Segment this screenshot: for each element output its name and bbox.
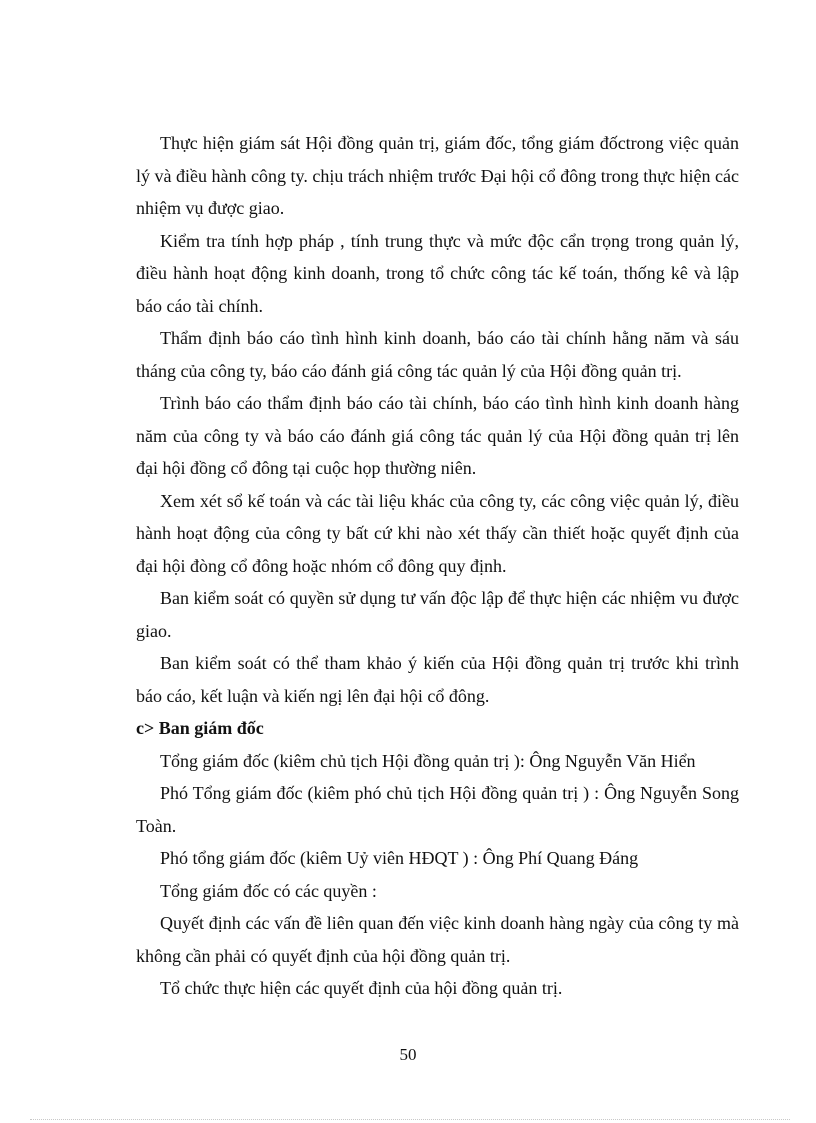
- paragraph: Thực hiện giám sát Hội đồng quản trị, giám đốc, tổng giám đốctrong việc quản lý và điều hành công ty. chịu trách nhiệm trước Đại hội cổ đông trong thực hiện các nhiệm vụ được giao.: [136, 133, 739, 218]
- paragraph: Tổ chức thực hiện các quyết định của hội đồng quản trị.: [160, 978, 563, 998]
- paragraph: Trình báo cáo thẩm định báo cáo tài chính, báo cáo tình hình kinh doanh hàng năm của công ty và báo cáo đánh giá công tác quản lý của Hội đồng quản trị lên đại hội đồng cổ đông tại cuộc họp thường niên.: [136, 393, 739, 478]
- paragraph: Phó tổng giám đốc (kiêm Uỷ viên HĐQT ) : Ông Phí Quang Đáng: [160, 848, 639, 868]
- page-body: [136, 127, 739, 1005]
- paragraph: Quyết định các vấn đề liên quan đến việc kinh doanh hàng ngày của công ty mà không cần phải có quyết định của hội đồng quản trị.: [136, 913, 739, 966]
- section-heading: c> Ban giám đốc: [136, 718, 264, 738]
- paragraph: Phó Tổng giám đốc (kiêm phó chủ tịch Hội đồng quản trị ) : Ông Nguyễn Song Toàn.: [136, 783, 739, 836]
- footer-divider: [30, 1119, 790, 1120]
- paragraph: Tổng giám đốc (kiêm chủ tịch Hội đồng quản trị ): Ông Nguyễn Văn Hiển: [160, 750, 696, 771]
- page-number: 50: [399, 1045, 417, 1064]
- paragraph: Tổng giám đốc có các quyền :: [160, 880, 377, 901]
- paragraph: Kiểm tra tính hợp pháp , tính trung thực và mức độc cẩn trọng trong quản lý, điều hành hoạt động kinh doanh, trong tổ chức công tác kế toán, thống kê và lập báo cáo tài chính.: [136, 230, 739, 316]
- paragraph: Ban kiểm soát có thể tham khảo ý kiến của Hội đồng quản trị trước khi trình báo cáo, kết luận và kiến ngị lên đại hội cổ đông.: [136, 653, 739, 706]
- paragraph: Ban kiểm soát có quyền sử dụng tư vấn độc lập để thực hiện các nhiệm vu được giao.: [136, 588, 739, 641]
- paragraph: Thẩm định báo cáo tình hình kinh doanh, báo cáo tài chính hằng năm và sáu tháng của công ty, báo cáo đánh giá công tác quản lý của Hội đồng quản trị.: [136, 328, 739, 381]
- paragraph: Xem xét sổ kế toán và các tài liệu khác của công ty, các công việc quản lý, điều hành hoạt động của công ty bất cứ khi nào xét thấy cần thiết hoặc quyết định của đại hội đòng cổ đông hoặc nhóm cổ đông quy định.: [136, 490, 739, 576]
